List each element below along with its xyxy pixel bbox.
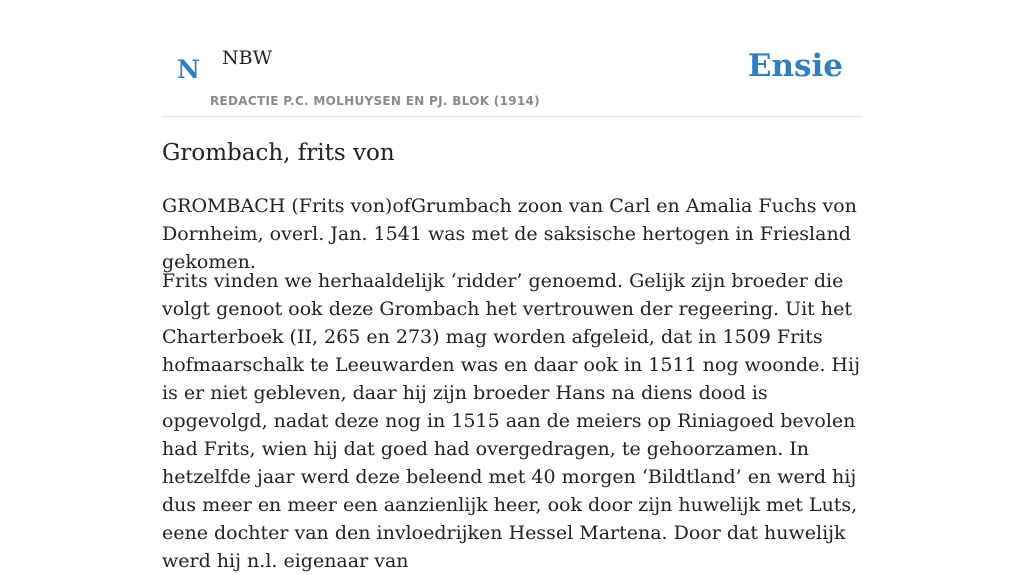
- source-abbreviation[interactable]: NBW: [222, 47, 273, 69]
- article-page: [162, 0, 862, 572]
- source-subtitle: REDACTIE P.C. MOLHUYSEN EN PJ. BLOK (1914): [210, 94, 540, 108]
- source-header: [162, 0, 862, 117]
- ensie-logo-link[interactable]: Ensie: [747, 48, 843, 84]
- source-logo-letter[interactable]: N: [177, 55, 200, 84]
- article-title: Grombach, frits von: [162, 140, 395, 166]
- article-paragraph-1: GROMBACH (Frits von)ofGrumbach zoon van Carl en Amalia Fuchs von Dornheim, overl. Jan. 1541 was met de saksische hertogen in Friesland gekomen.: [162, 195, 857, 273]
- article-paragraph-2: Frits vinden we herhaaldelijk ‘ridder’ genoemd. Gelijk zijn broeder die volgt genoot ook deze Grombach het vertrouwen der regeering. Uit het Charterboek (II, 265 en 273) mag worden afgeleid, dat in 1509 Frits hofmaarschalk te Leeuwarden was en daar ook in 1511 nog woonde. Hij is er niet gebleven, daar hij zijn broeder Hans na diens dood is opgevolgd, nadat deze nog in 1515 aan de meiers op Riniagoed bevolen had Frits, wien hij dat goed had overgedragen, te gehoorzamen. In hetzelfde jaar werd deze beleend met 40 morgen ‘Bildtland’ en werd hij dus meer en meer een aanzienlijk heer, ook door zijn huwelijk met Luts, eene dochter van den invloedrijken Hessel Martena. Door dat huwelijk werd hij n.l. eigenaar van: [162, 270, 860, 572]
